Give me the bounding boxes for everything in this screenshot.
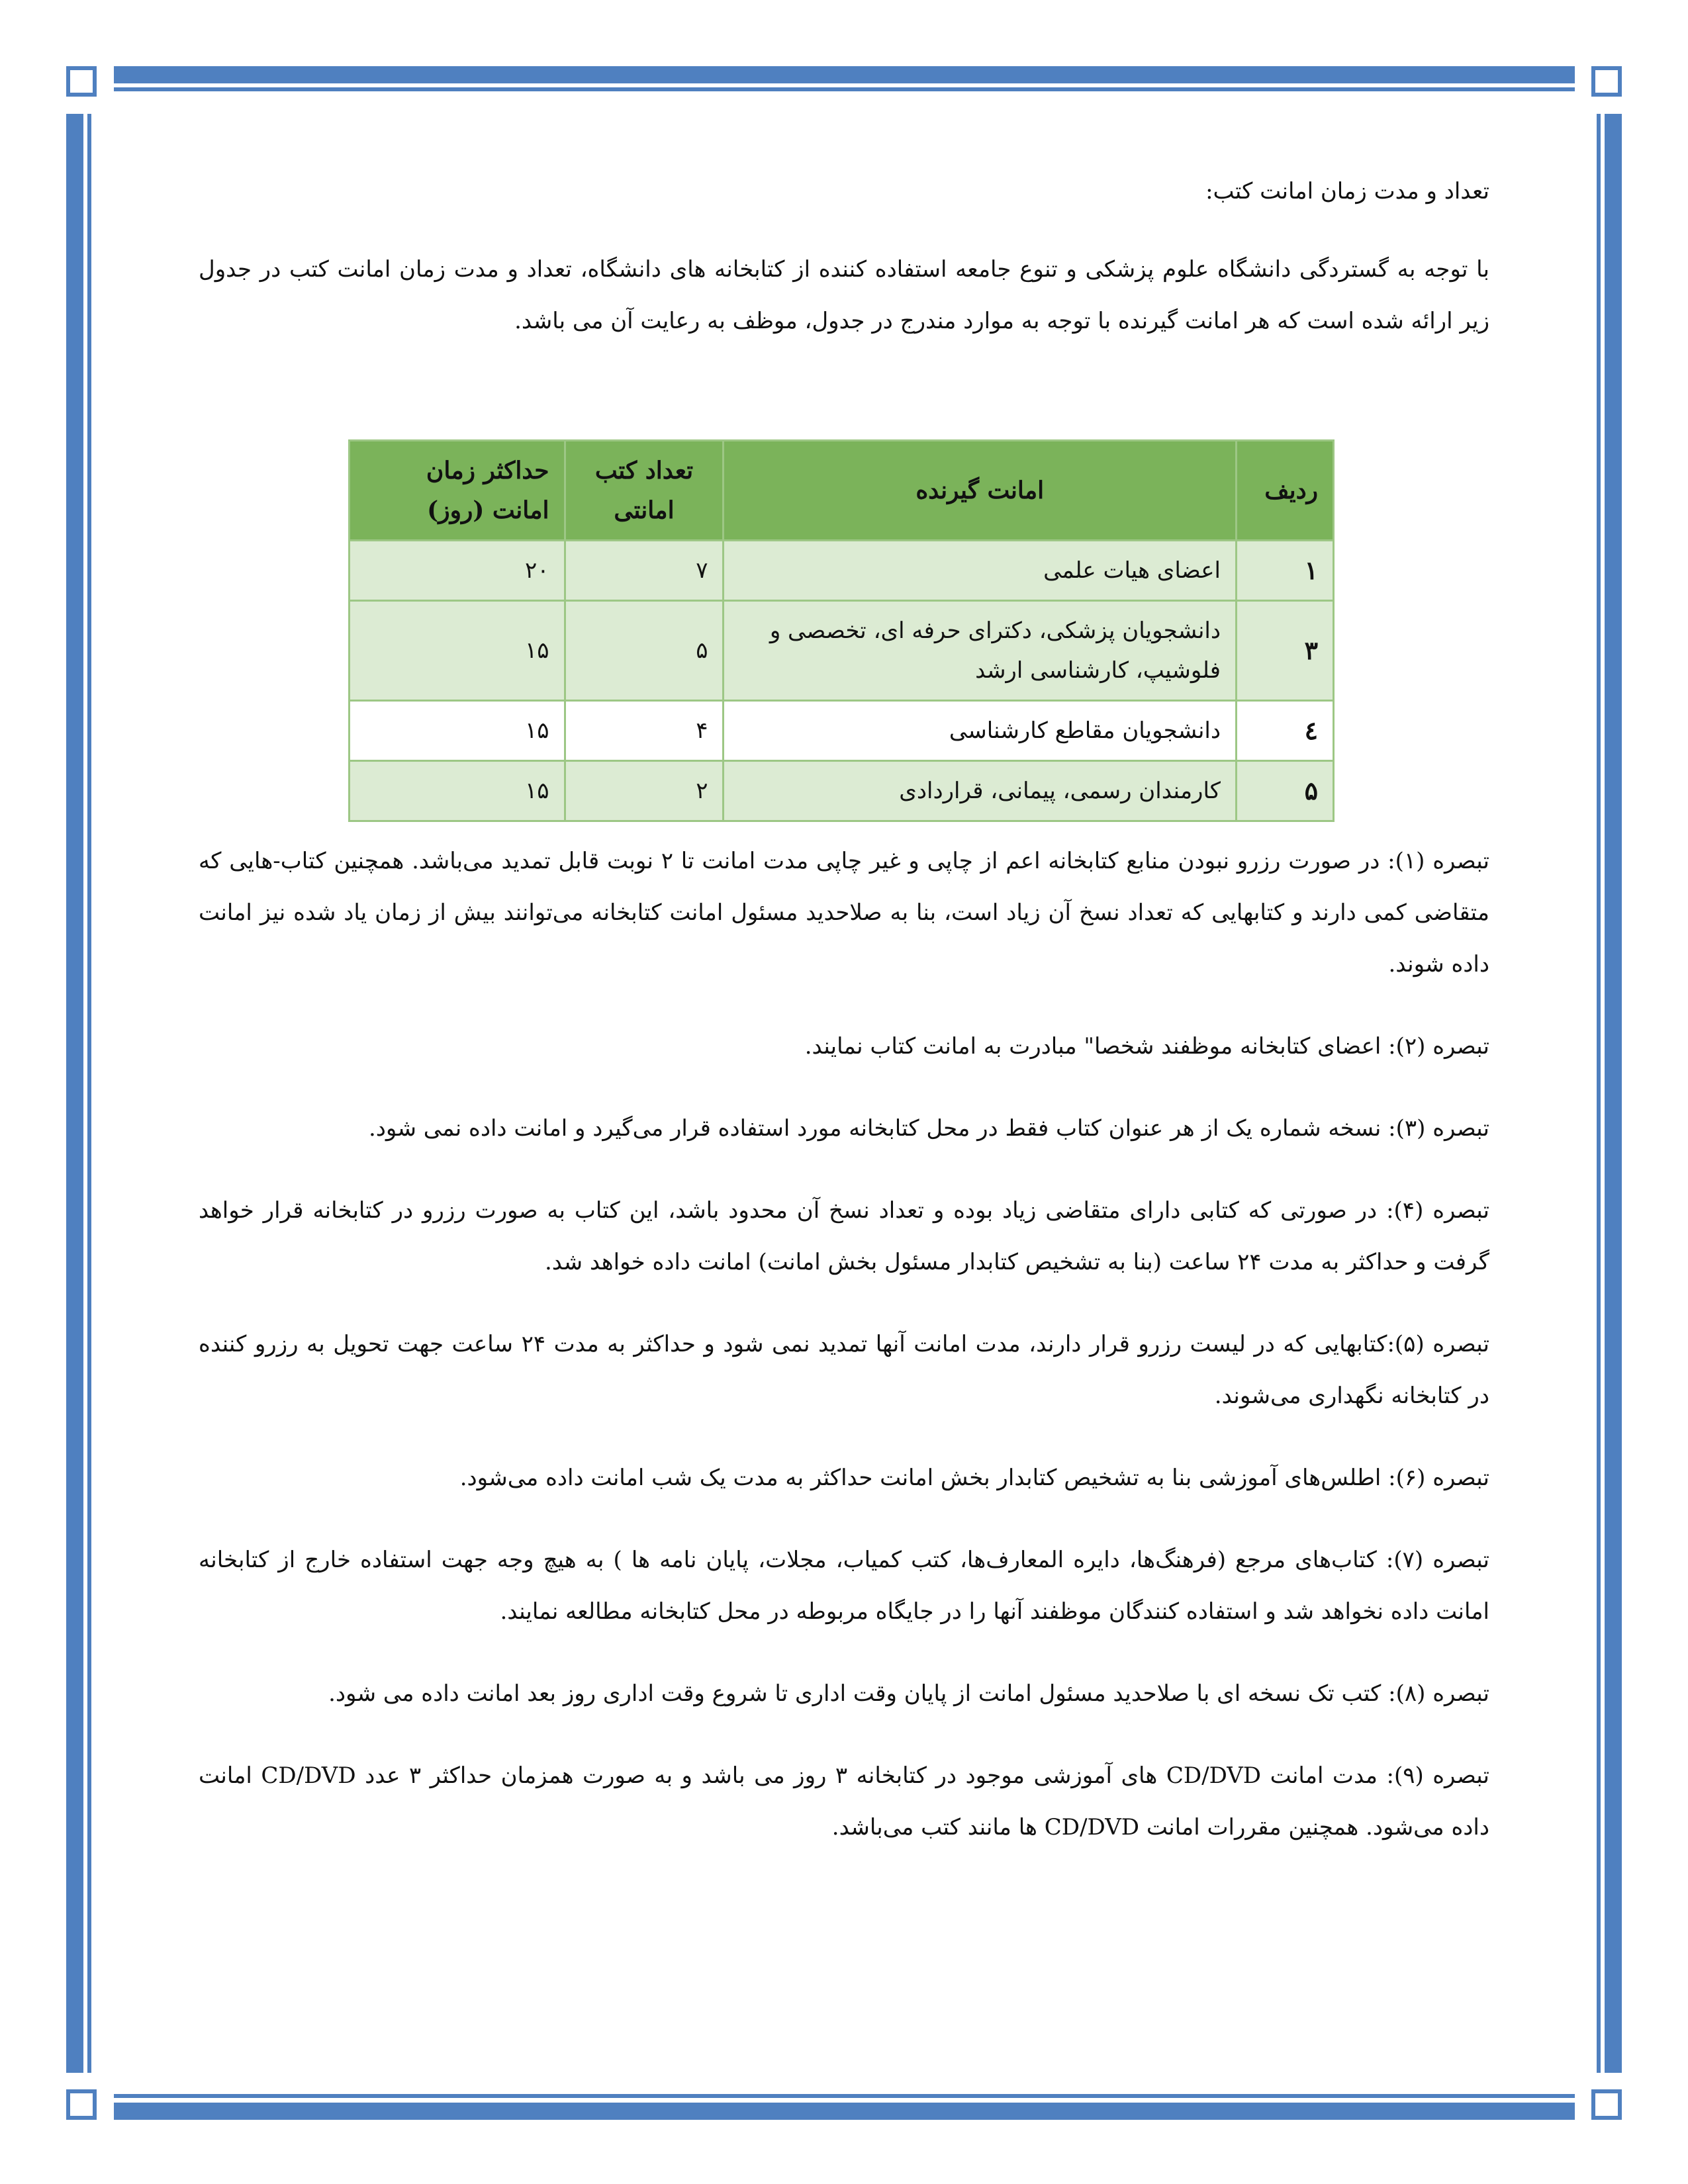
max-days-cell: ۱۵ xyxy=(350,761,565,821)
note-4: تبصره (۴): در صورتی که کتابی دارای متقاضی زیاد بوده و تعداد نسخ آن محدود باشد، این کتاب به صورت رزرو در کتابخانه قرار خواهد گرفت و حداکثر به مدت ۲۴ ساعت (بنا به تشخیص کتابدار مسئول بخش امانت) امانت داده خواهد شد. xyxy=(199,1197,1489,1275)
max-days-cell: ۲۰ xyxy=(350,541,565,601)
book-count-cell: ۷ xyxy=(565,541,724,601)
table-header-row xyxy=(350,441,1334,541)
note-6: تبصره (۶): اطلس‌های آموزشی بنا به تشخیص کتابدار بخش امانت حداکثر به مدت یک شب امانت داده می‌شود. xyxy=(459,1465,1489,1491)
note-2: تبصره (۲): اعضای کتابخانه موظفند شخصا" مبادرت به امانت کتاب نمایند. xyxy=(804,1033,1489,1060)
intro-paragraph: با توجه به گستردگی دانشگاه علوم پزشکی و تنوع جامعه استفاده کننده از کتابخانه های دانشگاه، تعداد و مدت زمان امانت کتب در جدول زیر ارائه شده است که هر امانت گیرنده با توجه به موارد مندرج در جدول، موظف به رعایت آن می باشد. xyxy=(199,256,1489,334)
row-number: ۵ xyxy=(1237,761,1334,821)
border-corner-bottom-left xyxy=(66,2089,97,2120)
header-borrower: امانت گیرنده xyxy=(724,441,1237,541)
border-top-inner xyxy=(114,87,1575,91)
border-right-outer xyxy=(1605,114,1622,2073)
row-number: ۳ xyxy=(1237,601,1334,701)
border-left-outer xyxy=(66,114,83,2073)
book-count-cell: ۲ xyxy=(565,761,724,821)
table-row xyxy=(350,701,1334,761)
note-7: تبصره (۷): کتاب‌های مرجع (فرهنگ‌ها، دایره المعارف‌ها، کتب کمیاب، مجلات، پایان نامه ها ) به هیچ وجه جهت استفاده خارج از کتابخانه امانت داده نخواهد شد و استفاده کنندگان موظفند آنها را در جایگاه مربوطه در محل کتابخانه مطالعه نمایند. xyxy=(199,1547,1489,1625)
max-days-cell: ۱۵ xyxy=(350,601,565,701)
border-bottom-outer xyxy=(114,2103,1575,2120)
borrower-cell: دانشجویان پزشکی، دکترای حرفه ای، تخصصی و فلوشیپ، کارشناسی ارشد xyxy=(724,601,1237,701)
border-corner-bottom-right xyxy=(1591,2089,1622,2120)
note-9: تبصره (۹): مدت امانت CD/DVD های آموزشی موجود در کتابخانه ۳ روز می باشد و به صورت همزمان حداکثر ۳ عدد CD/DVD امانت داده می‌شود. همچنین مقررات امانت CD/DVD ها مانند کتب می‌باشد. xyxy=(199,1762,1490,1841)
book-count-cell: ۵ xyxy=(565,601,724,701)
table-row xyxy=(350,761,1334,821)
border-corner-top-left xyxy=(66,66,97,97)
header-book-count: تعداد کتب امانتی xyxy=(565,441,724,541)
section-heading: تعداد و مدت زمان امانت کتب: xyxy=(1205,178,1489,205)
table-row xyxy=(350,601,1334,701)
borrower-cell: اعضای هیات علمی xyxy=(724,541,1237,601)
border-corner-top-right xyxy=(1591,66,1622,97)
note-3: تبصره (۳): نسخه شماره یک از هر عنوان کتاب فقط در محل کتابخانه مورد استفاده قرار می‌گیرد و امانت داده نمی شود. xyxy=(368,1115,1489,1142)
note-8: تبصره (۸): کتب تک نسخه ای با صلاحدید مسئول امانت از پایان وقت اداری تا شروع وقت اداری روز بعد امانت داده می شود. xyxy=(328,1680,1489,1707)
row-number: ۱ xyxy=(1237,541,1334,601)
header-row-number: ردیف xyxy=(1237,441,1334,541)
table-row xyxy=(350,541,1334,601)
note-1: تبصره (۱): در صورت رزرو نبودن منابع کتابخانه اعم از چاپی و غیر چاپی مدت امانت تا ۲ نوبت قابل تمدید می‌باشد. همچنین کتاب-هایی که متقاضی کمی دارند و کتابهایی که تعداد نسخ آن زیاد است، بنا به صلاحدید مسئول امانت کتابخانه می‌توانند بیش از زمان یاد شده نیز امانت داده شوند. xyxy=(199,848,1489,978)
max-days-cell: ۱۵ xyxy=(350,701,565,761)
book-count-cell: ۴ xyxy=(565,701,724,761)
border-right-inner xyxy=(1597,114,1601,2073)
border-left-inner xyxy=(87,114,91,2073)
borrower-cell: دانشجویان مقاطع کارشناسی xyxy=(724,701,1237,761)
note-5: تبصره (۵):کتابهایی که در لیست رزرو قرار دارند، مدت امانت آنها تمدید نمی شود و حداکثر به مدت ۲۴ ساعت جهت تحویل به رزرو کننده در کتابخانه نگهداری می‌شوند. xyxy=(199,1331,1489,1409)
borrower-cell: کارمندان رسمی، پیمانی، قراردادی xyxy=(724,761,1237,821)
loan-limits-table xyxy=(348,439,1335,822)
row-number: ٤ xyxy=(1237,701,1334,761)
border-top-outer xyxy=(114,66,1575,83)
document-body xyxy=(199,165,1489,1884)
header-max-days: حداکثر زمان امانت (روز) xyxy=(350,441,565,541)
border-bottom-inner xyxy=(114,2094,1575,2098)
